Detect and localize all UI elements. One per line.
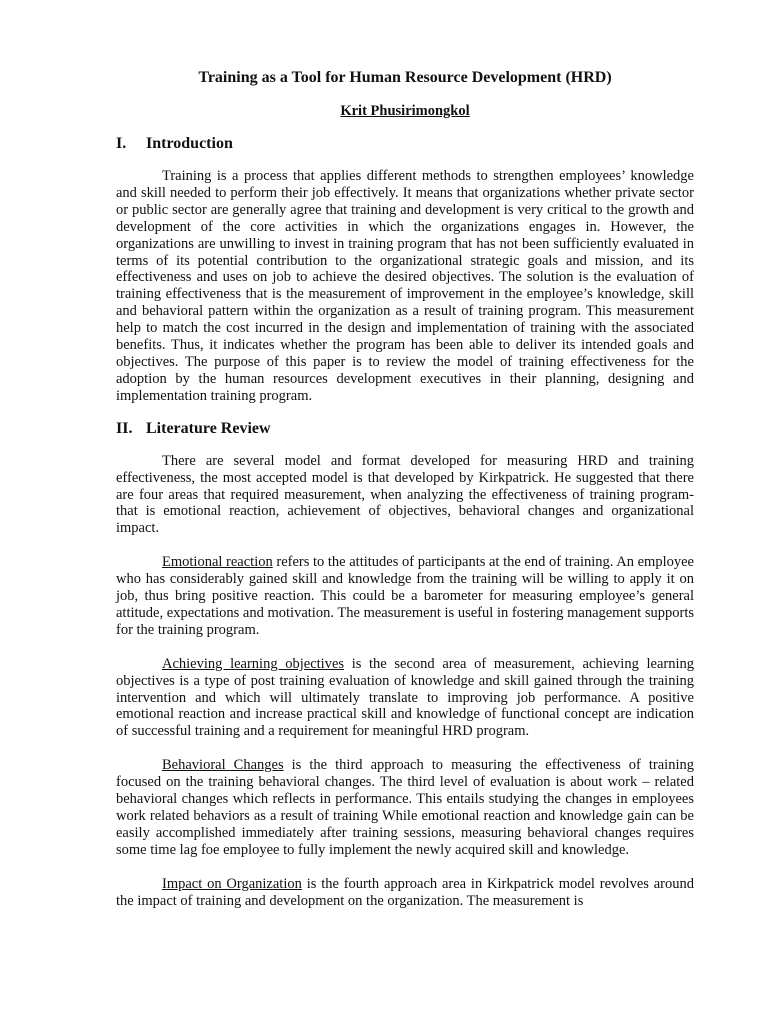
term-behavioral-changes: Behavioral Changes [162, 757, 284, 774]
behavioral-changes-paragraph [116, 757, 694, 858]
document-author [116, 102, 694, 120]
impact-on-organization-paragraph [116, 876, 694, 910]
term-achieving-learning-objectives: Achieving learning objectives [162, 655, 345, 672]
emotional-reaction-paragraph [116, 554, 694, 639]
document-page [116, 68, 694, 910]
paragraph-text: is the second area of measurement, achieving learning objectives is a type of post training evaluation of knowledge and skill gained through the training intervention and which will ultimately translate to improving job performance. A positive emotional reaction and increase practical skill and knowledge of functional concept are indication of successful training and a requirement for meaningful HRD program. [116, 655, 694, 740]
paragraph-text: refers to the attitudes of participants at the end of training. An employee who has considerably gained skill and knowledge from the training will be willing to apply it on job, thus bring positive reaction. This could be a barometer for measuring employee’s general attitude, expectations and motivation. The measurement is useful in fostering management supports for the training program. [116, 554, 694, 638]
author-name: Krit Phusirimongkol [340, 103, 470, 119]
section-heading-introduction [116, 134, 694, 154]
section-title: Literature Review [146, 419, 271, 437]
term-impact-on-organization: Impact on Organization [162, 875, 302, 892]
term-emotional-reaction: Emotional reaction [162, 554, 273, 571]
document-title: Training as a Tool for Human Resource Development (HRD) [198, 69, 612, 86]
paragraph-text: is the third approach to measuring the effectiveness of training focused on the training behavioral changes. The third level of evaluation is about work – related behavioral changes which reflects in performance. This entails studying the changes in employees work related behaviors as a result of training While emotional reaction and knowledge gain can be easily accomplished immediately after training sessions, measuring behavioral changes requires some time lag foe employee to fully implement the newly acquired skill and knowledge. [116, 757, 694, 858]
achieving-learning-objectives-paragraph [116, 656, 694, 741]
section-number: II. [116, 419, 133, 437]
paragraph-text: is the fourth approach area in Kirkpatrick model revolves around the impact of training and development on the organization. The measurement is [116, 875, 694, 909]
introduction-paragraph: Training is a process that applies different methods to strengthen employees’ knowledge and skill needed to perform their job effectively. It means that organizations whether private sector or public sector are generally agree that training and development is very critical to the growth and development of the core activities in which the organizations engages in. However, the organizations are unwilling to invest in training program that has not been sufficiently evaluated in terms of its potential contribution to the organizational strategic goals and mission, and its effectiveness and uses on job to achieve the desired objectives. The solution is the evaluation of training effectiveness that is the measurement of improvement in the employee’s knowledge, skill and behavioral pattern within the organization as a result of training program. This measurement help to match the cost incurred in the design and implementation of training with the associated benefits. Thus, it indicates whether the program has been able to deliver its intended goals and objectives. The purpose of this paper is to review the model of training effectiveness for the adoption by the human resources development executives in their planning, designing and implementation training program. [116, 168, 694, 404]
section-number: I. [116, 135, 127, 152]
literature-review-intro-paragraph: There are several model and format developed for measuring HRD and training effectiveness, the most accepted model is that developed by Kirkpatrick. He suggested that there are four areas that required measurement, when analyzing the effectiveness of training program-that is emotional reaction, achievement of objectives, behavioral changes and organizational impact. [116, 452, 694, 537]
section-title: Introduction [146, 135, 233, 152]
section-heading-literature-review [116, 419, 694, 439]
